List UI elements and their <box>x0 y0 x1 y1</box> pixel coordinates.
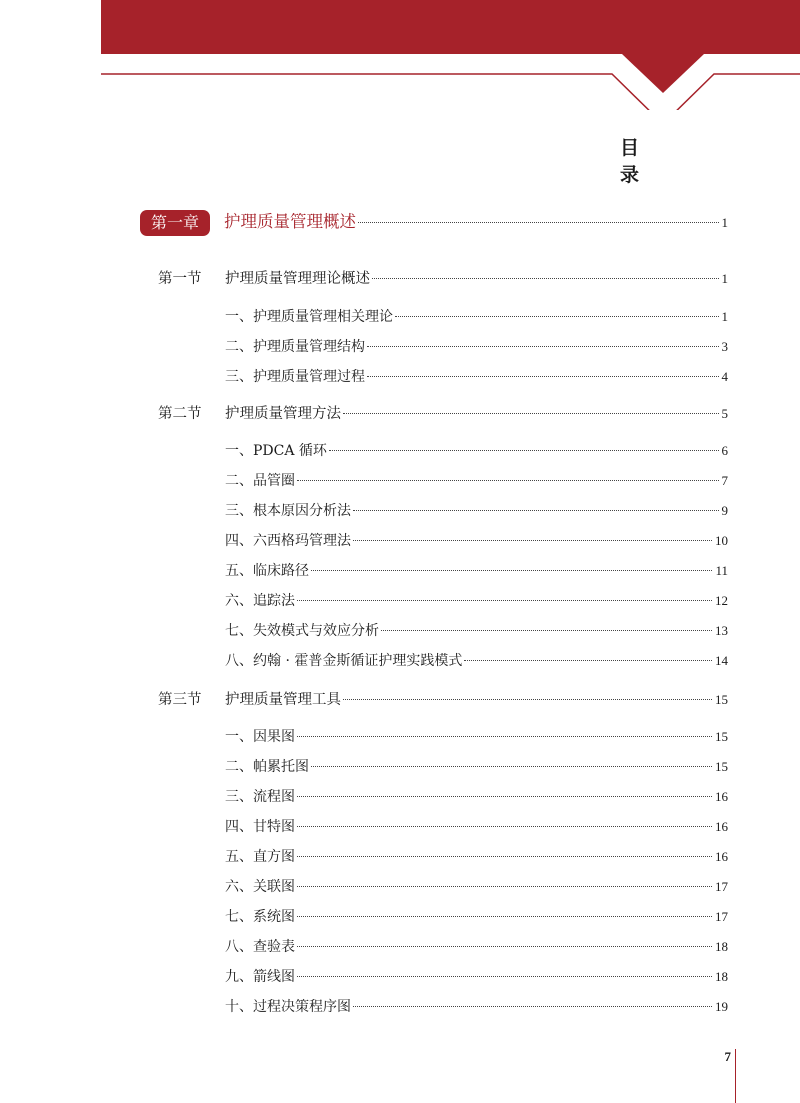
toc-entry-item[interactable] <box>225 848 728 866</box>
page-ref: 1 <box>721 271 728 286</box>
toc-entry-item[interactable] <box>225 532 728 550</box>
item-title: 四、甘特图 <box>225 819 295 835</box>
item-title: 八、约翰 · 霍普金斯循证护理实践模式 <box>225 653 463 669</box>
dot-leader <box>353 1006 712 1007</box>
page-ref: 6 <box>721 443 728 458</box>
page-ref: 1 <box>721 309 728 324</box>
dot-leader <box>395 316 719 317</box>
dot-leader <box>297 736 712 737</box>
item-title: 五、直方图 <box>225 849 295 865</box>
toc-entry-section[interactable] <box>225 270 728 288</box>
page-ref: 7 <box>721 473 728 488</box>
item-title: 七、失效模式与效应分析 <box>225 623 379 639</box>
section-number: 第三节 <box>158 692 202 708</box>
page-ref: 4 <box>721 369 728 384</box>
toc-entry-item[interactable] <box>225 818 728 836</box>
item-title: 一、因果图 <box>225 729 295 745</box>
toc-entry-item[interactable] <box>225 368 728 386</box>
page-ref: 17 <box>715 879 728 894</box>
item-title: 四、六西格玛管理法 <box>225 533 351 549</box>
header-ribbon-decoration <box>0 0 800 110</box>
page-ref: 5 <box>721 406 728 421</box>
page-ref: 16 <box>715 849 728 864</box>
dot-leader <box>297 976 712 977</box>
page-ref: 16 <box>715 819 728 834</box>
toc-entry-chapter[interactable] <box>224 213 728 232</box>
toc-entry-item[interactable] <box>225 728 728 746</box>
toc-entry-item[interactable] <box>225 592 728 610</box>
toc-entry-item[interactable] <box>225 502 728 520</box>
item-title: 六、关联图 <box>225 879 295 895</box>
page-ref: 15 <box>715 759 728 774</box>
section-title: 护理质量管理理论概述 <box>225 271 370 287</box>
toc-entry-item[interactable] <box>225 938 728 956</box>
page-ref: 19 <box>715 999 728 1014</box>
toc-entry-item[interactable] <box>225 472 728 490</box>
page-ref: 12 <box>715 593 728 608</box>
item-title: 七、系统图 <box>225 909 295 925</box>
dot-leader <box>329 450 719 451</box>
page-ref: 1 <box>721 215 728 230</box>
dot-leader <box>372 278 719 279</box>
section-number: 第一节 <box>158 271 202 287</box>
item-title: 一、PDCA 循环 <box>225 443 327 459</box>
page-number: 7 <box>724 1049 731 1064</box>
toc-entry-item[interactable] <box>225 308 728 326</box>
toc-entry-item[interactable] <box>225 338 728 356</box>
toc-entry-item[interactable] <box>225 788 728 806</box>
toc-entry-item[interactable] <box>225 908 728 926</box>
dot-leader <box>353 510 719 511</box>
toc-entry-item[interactable] <box>225 878 728 896</box>
dot-leader <box>367 376 719 377</box>
dot-leader <box>343 413 719 414</box>
item-title: 八、查验表 <box>225 939 295 955</box>
dot-leader <box>297 916 712 917</box>
item-title: 九、箭线图 <box>225 969 295 985</box>
page-ref: 13 <box>715 623 728 638</box>
page-ref: 16 <box>715 789 728 804</box>
item-title: 三、根本原因分析法 <box>225 503 351 519</box>
toc-entry-item[interactable] <box>225 758 728 776</box>
chapter-badge: 第一章 <box>140 210 210 236</box>
toc-entry-item[interactable] <box>225 562 728 580</box>
dot-leader <box>297 796 712 797</box>
dot-leader <box>367 346 719 347</box>
dot-leader <box>297 856 712 857</box>
dot-leader <box>464 660 712 661</box>
toc-entry-item[interactable] <box>225 652 728 670</box>
dot-leader <box>311 766 712 767</box>
section-title: 护理质量管理工具 <box>225 692 341 708</box>
item-title: 三、流程图 <box>225 789 295 805</box>
page-ref: 15 <box>715 692 728 707</box>
item-title: 六、追踪法 <box>225 593 295 609</box>
chapter-title: 护理质量管理概述 <box>224 212 356 231</box>
dot-leader <box>358 222 719 223</box>
dot-leader <box>311 570 712 571</box>
section-number: 第二节 <box>158 406 202 422</box>
dot-leader <box>297 946 712 947</box>
toc-entry-item[interactable] <box>225 622 728 640</box>
item-title: 三、护理质量管理过程 <box>225 369 365 385</box>
page-ref: 11 <box>715 563 728 578</box>
dot-leader <box>343 699 712 700</box>
item-title: 十、过程决策程序图 <box>225 999 351 1015</box>
toc-entry-item[interactable] <box>225 998 728 1016</box>
toc-entry-item[interactable] <box>225 968 728 986</box>
item-title: 一、护理质量管理相关理论 <box>225 309 393 325</box>
dot-leader <box>381 630 712 631</box>
dot-leader <box>297 886 712 887</box>
page-ref: 18 <box>715 939 728 954</box>
item-title: 二、帕累托图 <box>225 759 309 775</box>
item-title: 五、临床路径 <box>225 563 309 579</box>
page-ref: 9 <box>721 503 728 518</box>
item-title: 二、护理质量管理结构 <box>225 339 365 355</box>
page-ref: 14 <box>715 653 728 668</box>
toc-entry-section[interactable] <box>225 691 728 709</box>
page-ref: 18 <box>715 969 728 984</box>
page-ref: 15 <box>715 729 728 744</box>
page-ref: 10 <box>715 533 728 548</box>
toc-title: 目 录 <box>620 137 662 186</box>
section-title: 护理质量管理方法 <box>225 406 341 422</box>
dot-leader <box>297 826 712 827</box>
page-ref: 3 <box>721 339 728 354</box>
page-ref: 17 <box>715 909 728 924</box>
page-rule <box>735 1049 736 1103</box>
dot-leader <box>297 480 719 481</box>
dot-leader <box>297 600 712 601</box>
toc-entry-item[interactable] <box>225 442 728 460</box>
toc-entry-section[interactable] <box>225 405 728 423</box>
dot-leader <box>353 540 712 541</box>
item-title: 二、品管圈 <box>225 473 295 489</box>
